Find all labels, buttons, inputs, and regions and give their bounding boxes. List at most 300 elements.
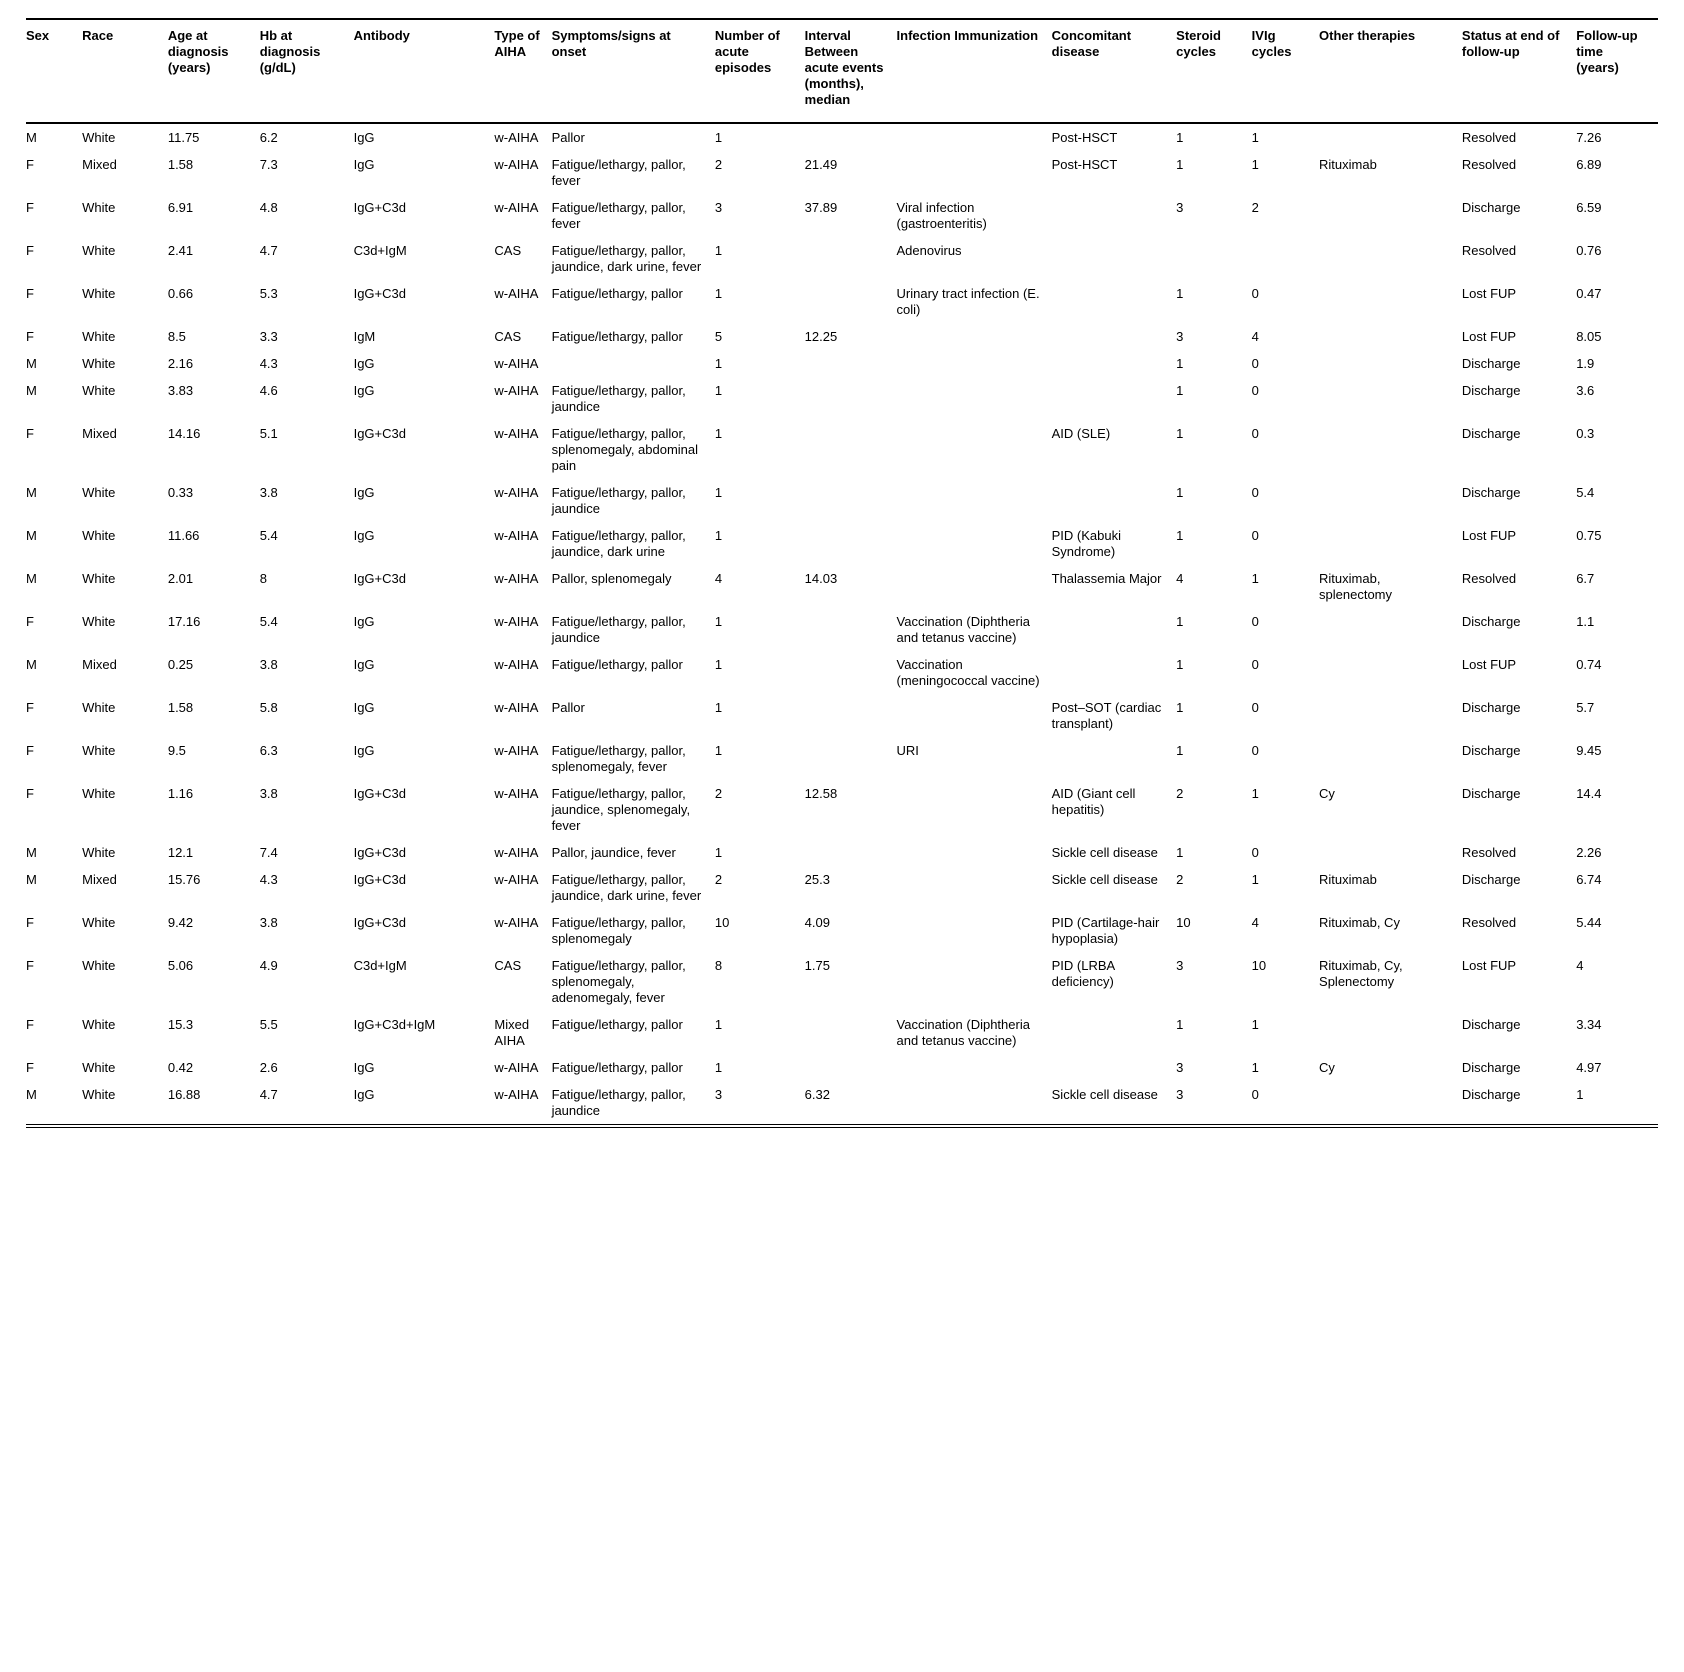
table-cell: IgG+C3d [353,845,406,860]
table-cell: 1 [1176,286,1184,301]
table-cell: Urinary tract infection (E. coli) [896,286,1040,317]
table-row [26,420,1658,479]
table-cell: 1 [1176,743,1184,758]
table-cell: IgG+C3d [353,286,406,301]
table-cell [1319,194,1462,237]
table-cell: 1 [1176,845,1184,860]
table-row [26,1054,1658,1081]
table-cell: Fatigue/lethargy, pallor [551,286,683,301]
table-cell: 4.9 [259,958,278,973]
table-cell: White [82,1060,116,1075]
table-cell [1319,839,1462,866]
table-cell: Discharge [1461,786,1521,801]
table-cell: w-AIHA [494,743,539,758]
table-cell: F [26,915,34,930]
table-cell: 1.1 [1576,614,1595,629]
table-cell: Mixed [82,426,117,441]
table-cell: 8.05 [1576,329,1602,344]
table-cell: 6.59 [1576,200,1602,215]
table-cell: 2.16 [167,356,194,371]
table-cell: w-AIHA [494,657,539,672]
table-cell: 10 [1176,915,1191,930]
table-cell: 5.4 [1576,485,1595,500]
table-cell: 0 [1251,485,1259,500]
table-cell: w-AIHA [494,426,539,441]
table-cell: 0 [1251,356,1259,371]
table-cell: 0 [1251,614,1259,629]
table-cell: Mixed [82,872,117,887]
table-cell: 6.89 [1576,157,1602,172]
table-cell: 2 [1176,786,1184,801]
table-cell: White [82,200,116,215]
table-cell: 1 [714,657,723,672]
table-cell: Discharge [1461,356,1521,371]
table-cell: 2 [714,786,723,801]
table-cell: 0.33 [167,485,194,500]
table-cell [1052,479,1177,522]
table-cell: Fatigue/lethargy, pallor, jaundice, dark urine [551,528,686,559]
table-cell: M [26,485,37,500]
table-cell: PID (LRBA deficiency) [1051,958,1115,989]
table-cell: Fatigue/lethargy, pallor, splenomegaly, abdominal pain [551,426,699,473]
table-cell: F [26,157,34,172]
table-cell [1319,350,1462,377]
table-cell [805,123,897,151]
table-cell: w-AIHA [494,157,539,172]
table-cell: w-AIHA [494,130,539,145]
table-cell: 1 [714,743,723,758]
table-cell: IgG+C3d [353,426,406,441]
table-cell: 1.9 [1576,356,1595,371]
table-cell: White [82,614,116,629]
table-cell: 3.34 [1576,1017,1602,1032]
table-cell: 3 [714,1087,723,1102]
table-cell: IgG [353,1087,375,1102]
table-cell: 21.49 [804,157,838,172]
table-cell [1052,1011,1177,1054]
table-cell [805,350,897,377]
table-cell: F [26,1060,34,1075]
table-row [26,522,1658,565]
table-cell: Post–SOT (cardiac transplant) [1051,700,1162,731]
table-cell: 1 [714,1060,723,1075]
table-cell: F [26,786,34,801]
table-row [26,909,1658,952]
table-cell: F [26,243,34,258]
table-cell: 8.5 [167,329,186,344]
table-cell: Fatigue/lethargy, pallor, fever [551,157,686,188]
table-cell: IgG [353,657,375,672]
table-row [26,737,1658,780]
table-cell: 3.3 [259,329,278,344]
table-row [26,651,1658,694]
table-cell: M [26,528,37,543]
table-cell: IgG [353,528,375,543]
table-cell: 0 [1251,845,1259,860]
table-cell: Adenovirus [896,243,962,258]
table-cell: Resolved [1461,130,1517,145]
table-cell: w-AIHA [494,845,539,860]
table-cell: Pallor, jaundice, fever [551,845,676,860]
table-cell [1319,737,1462,780]
table-cell: w-AIHA [494,571,539,586]
table-cell: 5.1 [259,426,278,441]
table-cell: C3d+IgM [353,243,407,258]
table-cell: White [82,356,116,371]
table-cell: F [26,286,34,301]
table-cell: 2 [714,872,723,887]
table-cell: Fatigue/lethargy, pallor, jaundice [551,383,686,414]
table-cell: White [82,329,116,344]
table-cell [805,839,897,866]
table-cell: White [82,743,116,758]
table-cell: 3.8 [259,485,278,500]
table-cell [1319,522,1462,565]
table-cell: 1 [714,485,723,500]
table-row [26,350,1658,377]
table-cell: 1 [1251,786,1259,801]
table-cell: 5.44 [1576,915,1602,930]
table-cell: IgG [353,356,375,371]
table-cell: Lost FUP [1461,286,1517,301]
table-cell: 4.3 [259,872,278,887]
table-cell: CAS [494,958,522,973]
table-cell: IgG+C3d [353,872,406,887]
table-cell: White [82,528,116,543]
table-cell: w-AIHA [494,700,539,715]
table-cell: 12.1 [167,845,194,860]
table-cell: Pallor, splenomegaly [551,571,672,586]
table-cell: 3 [1176,200,1184,215]
table-cell: 6.91 [167,200,194,215]
table-cell [805,651,897,694]
table-cell: 2.41 [167,243,194,258]
table-cell: 6.3 [259,743,278,758]
table-cell: 2.26 [1576,845,1602,860]
table-cell [805,280,897,323]
table-cell [1319,420,1462,479]
table-cell [805,694,897,737]
table-cell: w-AIHA [494,200,539,215]
table-cell: 1.16 [167,786,194,801]
patients-table [26,18,1658,1128]
table-cell: IgG+C3d [353,200,406,215]
table-cell: 0 [1251,286,1259,301]
table-cell: 7.26 [1576,130,1602,145]
table-cell: White [82,958,116,973]
table-row [26,780,1658,839]
table-cell [1319,479,1462,522]
table-cell: 5 [714,329,723,344]
table-cell: PID (Kabuki Syndrome) [1051,528,1122,559]
table-cell: w-AIHA [494,1087,539,1102]
table-row [26,1081,1658,1126]
table-cell: White [82,130,116,145]
table-cell: 3.8 [259,915,278,930]
column-header: Interval Between acute events (months), median [805,19,897,123]
table-cell: 0.76 [1576,243,1602,258]
table-cell: Fatigue/lethargy, pallor, splenomegaly, fever [551,743,686,774]
table-cell: Fatigue/lethargy, pallor, splenomegaly, adenomegaly, fever [551,958,686,1005]
table-row [26,839,1658,866]
table-cell: 4 [1251,915,1259,930]
table-cell: Fatigue/lethargy, pallor [551,1017,683,1032]
table-cell: 5.5 [259,1017,278,1032]
table-cell: 2.01 [167,571,194,586]
table-cell [897,780,1052,839]
table-cell: White [82,383,116,398]
table-cell: Discharge [1461,743,1521,758]
table-cell: IgG+C3d [353,915,406,930]
table-cell [1052,377,1177,420]
table-cell: Cy [1319,786,1335,801]
table-cell: 4.3 [259,356,278,371]
table-cell: 1 [714,383,723,398]
table-cell: 0.25 [167,657,194,672]
table-cell: F [26,200,34,215]
table-cell: Rituximab, Cy [1319,915,1400,930]
table-cell [1052,350,1177,377]
table-cell: Fatigue/lethargy, pallor, jaundice, dark urine, fever [551,243,702,274]
table-cell: Resolved [1461,243,1517,258]
column-header: Number of acute episodes [715,19,805,123]
table-cell: IgG+C3d [353,786,406,801]
table-cell: 25.3 [804,872,830,887]
table-cell: Thalassemia Major [1051,571,1162,586]
table-row [26,280,1658,323]
table-cell: w-AIHA [494,915,539,930]
header-row [26,19,1658,123]
table-cell: 1 [1251,157,1259,172]
table-row [26,194,1658,237]
column-header: Follow-up time (years) [1576,19,1658,123]
table-cell: 14.16 [167,426,201,441]
table-cell: M [26,657,37,672]
column-header: Concomitant disease [1052,19,1177,123]
table-cell: 2 [1176,872,1184,887]
table-cell: 4 [714,571,723,586]
table-cell [1319,608,1462,651]
table-cell: 3.8 [259,786,278,801]
table-cell: Viral infection (gastroenteritis) [896,200,987,231]
table-cell: 5.06 [167,958,194,973]
table-cell: 5.7 [1576,700,1595,715]
table-cell: M [26,383,37,398]
table-cell [805,377,897,420]
table-cell: M [26,872,37,887]
table-cell: Fatigue/lethargy, pallor, splenomegaly [551,915,686,946]
table-cell: White [82,786,116,801]
table-cell: w-AIHA [494,1060,539,1075]
table-cell: Resolved [1461,157,1517,172]
table-cell: F [26,743,34,758]
table-cell: 3.6 [1576,383,1595,398]
table-cell: Fatigue/lethargy, pallor, jaundice [551,614,686,645]
table-cell: 1 [714,426,723,441]
table-row [26,694,1658,737]
table-cell: 11.75 [167,130,200,145]
table-cell: IgM [353,329,376,344]
table-cell: 6.74 [1576,872,1602,887]
table-cell: CAS [494,243,522,258]
column-header: Race [82,19,168,123]
table-cell [897,909,1052,952]
table-cell: Discharge [1461,1017,1521,1032]
table-cell: Discharge [1461,700,1521,715]
table-cell [1319,280,1462,323]
table-cell: 5.3 [259,286,278,301]
table-cell [1319,694,1462,737]
table-cell: w-AIHA [494,872,539,887]
table-cell: White [82,286,116,301]
table-cell [805,420,897,479]
table-cell: White [82,571,116,586]
table-cell [897,420,1052,479]
table-cell [805,1054,897,1081]
table-cell [897,866,1052,909]
column-header: Sex [26,19,82,123]
table-cell: 1 [1176,528,1184,543]
table-cell [1319,323,1462,350]
table-cell [805,737,897,780]
table-cell: 0 [1251,1087,1259,1102]
table-cell: 1 [1176,1017,1184,1032]
table-cell: 1 [714,614,723,629]
table-cell: 1 [1176,657,1184,672]
table-cell: White [82,1087,116,1102]
table-cell: 1 [714,286,723,301]
table-cell: 1 [1251,1017,1259,1032]
table-cell: 0.42 [167,1060,194,1075]
table-cell: 4 [1576,958,1584,973]
column-header: Steroid cycles [1176,19,1252,123]
table-cell: 4.6 [259,383,278,398]
table-cell: M [26,130,37,145]
table-cell: URI [896,743,919,758]
table-cell: AID (SLE) [1051,426,1111,441]
table-cell: w-AIHA [494,356,539,371]
column-header: Antibody [354,19,495,123]
column-header: Other therapies [1319,19,1462,123]
table-cell: Fatigue/lethargy, pallor, fever [551,200,686,231]
table-cell [1319,123,1462,151]
table-cell: 1 [1176,130,1184,145]
table-cell: 4 [1176,571,1184,586]
table-cell: IgG [353,485,375,500]
table-cell [1319,237,1462,280]
table-cell: F [26,700,34,715]
table-cell: White [82,700,116,715]
table-cell: 0 [1251,426,1259,441]
table-cell [805,237,897,280]
table-cell: 1.58 [167,700,194,715]
table-cell: Resolved [1461,571,1517,586]
table-cell: Sickle cell disease [1051,845,1158,860]
table-cell: Fatigue/lethargy, pallor [551,657,683,672]
table-cell [897,565,1052,608]
table-cell: 1 [1176,485,1184,500]
table-cell [1052,1054,1177,1081]
table-cell: 0 [1251,383,1259,398]
table-cell: 16.88 [167,1087,201,1102]
column-header: Type of AIHA [494,19,551,123]
table-cell: F [26,958,34,973]
table-cell: Discharge [1461,1060,1521,1075]
table-cell: 17.16 [167,614,201,629]
table-cell: 10 [1251,958,1267,973]
table-cell: Discharge [1461,200,1521,215]
table-cell: 0 [1251,743,1259,758]
table-row [26,608,1658,651]
table-cell: F [26,1017,34,1032]
table-cell: F [26,426,34,441]
table-cell: 14.4 [1576,786,1602,801]
table-cell: 6.7 [1576,571,1595,586]
table-cell: 1 [1251,1060,1259,1075]
table-cell: White [82,915,116,930]
table-cell: 0.74 [1576,657,1602,672]
table-cell [1052,194,1177,237]
table-cell: White [82,1017,116,1032]
table-cell [805,522,897,565]
table-cell: 2 [1251,200,1259,215]
table-cell: 2 [714,157,723,172]
table-cell: Pallor [551,700,585,715]
table-cell [897,377,1052,420]
table-cell: Rituximab [1319,157,1377,172]
table-cell: Vaccination (Diphtheria and tetanus vaccine) [896,614,1030,645]
table-cell: 7.4 [259,845,278,860]
column-header: Age at diagnosis (years) [168,19,260,123]
table-cell: 4.8 [259,200,278,215]
table-row [26,1011,1658,1054]
table-cell: IgG [353,383,375,398]
table-cell: 1.75 [804,958,830,973]
table-cell: 7.3 [259,157,278,172]
table-cell: M [26,356,37,371]
table-cell: AID (Giant cell hepatitis) [1051,786,1136,817]
table-cell: 4.09 [804,915,830,930]
table-cell: White [82,243,116,258]
table-cell: Fatigue/lethargy, pallor, jaundice, splenomegaly, fever [551,786,691,833]
table-cell: IgG+C3d+IgM [353,1017,436,1032]
column-header: Symptoms/signs at onset [552,19,715,123]
table-cell: Post-HSCT [1051,157,1118,172]
table-cell: F [26,329,34,344]
table-cell: Fatigue/lethargy, pallor, jaundice [551,485,686,516]
table-cell: Discharge [1461,872,1521,887]
table-cell: 9.45 [1576,743,1602,758]
table-cell [1052,280,1177,323]
table-row [26,323,1658,350]
table-cell: F [26,614,34,629]
table-cell: CAS [494,329,522,344]
table-cell: 2.6 [259,1060,278,1075]
table-cell: 1 [714,1017,723,1032]
table-cell [897,323,1052,350]
table-cell: 15.76 [167,872,201,887]
table-cell: 0 [1251,700,1259,715]
table-cell: 1 [1176,157,1184,172]
table-row [26,952,1658,1011]
table-cell: 9.5 [167,743,186,758]
table-cell: White [82,485,116,500]
table-cell: 3.83 [167,383,194,398]
table-cell: 1 [1251,571,1259,586]
table-cell: w-AIHA [494,786,539,801]
table-cell: Discharge [1461,614,1521,629]
table-cell: w-AIHA [494,286,539,301]
